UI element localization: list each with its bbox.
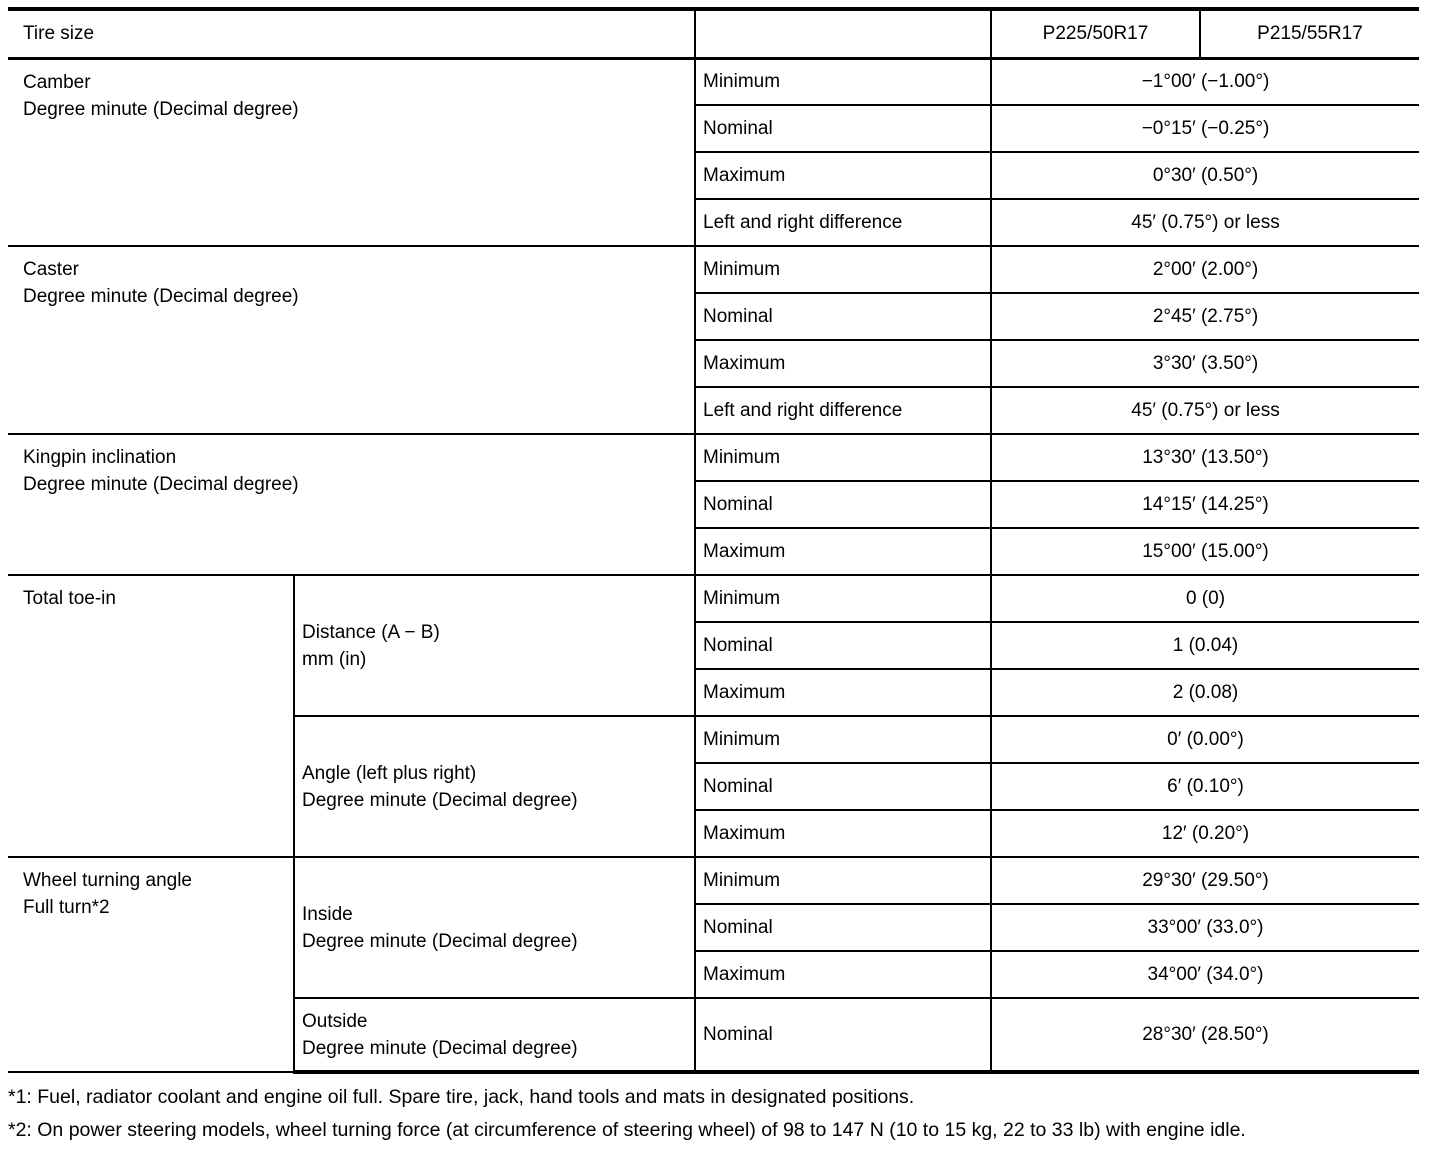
- caster-label-cell: [8, 246, 695, 434]
- camber-unit: Degree minute (Decimal degree): [23, 98, 299, 120]
- camber-label-cell: [8, 58, 695, 246]
- turning-outside-label: Outside: [302, 1010, 368, 1032]
- caster-minimum-value: 2°00′ (2.00°): [991, 246, 1419, 293]
- toe-distance-label-cell: [294, 575, 695, 716]
- turning-sublabel: Full turn*2: [23, 897, 110, 918]
- caster-nominal-label: Nominal: [695, 293, 991, 340]
- toe-in-label: Total toe-in: [8, 575, 294, 857]
- turning-inside-unit: Degree minute (Decimal degree): [302, 930, 578, 952]
- table-row: [8, 575, 1419, 622]
- table-row: [8, 58, 1419, 105]
- footnote-2: *2: On power steering models, wheel turning force (at circumference of steering wheel) of 98 to 147 N (10 to 15 kg, 22 to 33 lb) with engine idle.: [8, 1119, 1246, 1141]
- toe-angle-minimum-value: 0′ (0.00°): [991, 716, 1419, 763]
- camber-nominal-label: Nominal: [695, 105, 991, 152]
- turning-inside-minimum-value: 29°30′ (29.50°): [991, 857, 1419, 904]
- tire-size-label: Tire size: [8, 9, 695, 58]
- turning-inside-label-cell: [294, 857, 695, 998]
- camber-maximum-value: 0°30′ (0.50°): [991, 152, 1419, 199]
- caster-diff-value: 45′ (0.75°) or less: [991, 387, 1419, 434]
- toe-angle-maximum-value: 12′ (0.20°): [991, 810, 1419, 857]
- camber-minimum-label: Minimum: [695, 58, 991, 105]
- table-header-row: [8, 9, 1419, 58]
- kingpin-label-cell: [8, 434, 695, 575]
- toe-angle-unit: Degree minute (Decimal degree): [302, 789, 578, 811]
- header-blank-cell: [695, 9, 991, 58]
- caster-maximum-label: Maximum: [695, 340, 991, 387]
- turning-label: Wheel turning angle: [23, 870, 192, 891]
- toe-distance-nominal-value: 1 (0.04): [991, 622, 1419, 669]
- toe-distance-minimum-label: Minimum: [695, 575, 991, 622]
- turning-outside-label-cell: [294, 998, 695, 1072]
- camber-diff-label: Left and right difference: [695, 199, 991, 246]
- toe-distance-minimum-value: 0 (0): [991, 575, 1419, 622]
- camber-maximum-label: Maximum: [695, 152, 991, 199]
- footnote-1: *1: Fuel, radiator coolant and engine oil full. Spare tire, jack, hand tools and mats in designated positions.: [8, 1086, 915, 1108]
- toe-distance-maximum-label: Maximum: [695, 669, 991, 716]
- turning-inside-nominal-label: Nominal: [695, 904, 991, 951]
- kingpin-maximum-label: Maximum: [695, 528, 991, 575]
- toe-angle-maximum-label: Maximum: [695, 810, 991, 857]
- caster-diff-label: Left and right difference: [695, 387, 991, 434]
- camber-diff-value: 45′ (0.75°) or less: [991, 199, 1419, 246]
- turning-inside-maximum-label: Maximum: [695, 951, 991, 998]
- footnotes: [8, 1084, 1419, 1150]
- turning-inside-label: Inside: [302, 903, 353, 925]
- caster-unit: Degree minute (Decimal degree): [23, 286, 299, 307]
- caster-label: Caster: [23, 259, 79, 280]
- turning-outside-nominal-label: Nominal: [695, 998, 991, 1072]
- kingpin-minimum-label: Minimum: [695, 434, 991, 481]
- table-row: [8, 434, 1419, 481]
- caster-minimum-label: Minimum: [695, 246, 991, 293]
- camber-minimum-value: −1°00′ (−1.00°): [991, 58, 1419, 105]
- camber-nominal-value: −0°15′ (−0.25°): [991, 105, 1419, 152]
- turning-inside-maximum-value: 34°00′ (34.0°): [991, 951, 1419, 998]
- turning-inside-nominal-value: 33°00′ (33.0°): [991, 904, 1419, 951]
- wheel-alignment-spec-table: [8, 7, 1419, 1074]
- kingpin-unit: Degree minute (Decimal degree): [23, 474, 299, 495]
- kingpin-nominal-value: 14°15′ (14.25°): [991, 481, 1419, 528]
- toe-distance-label: Distance (A − B): [302, 621, 440, 643]
- caster-nominal-value: 2°45′ (2.75°): [991, 293, 1419, 340]
- tire-size-b: P215/55R17: [1200, 9, 1419, 58]
- toe-distance-maximum-value: 2 (0.08): [991, 669, 1419, 716]
- toe-angle-nominal-label: Nominal: [695, 763, 991, 810]
- turning-outside-nominal-value: 28°30′ (28.50°): [991, 998, 1419, 1072]
- toe-angle-minimum-label: Minimum: [695, 716, 991, 763]
- kingpin-label: Kingpin inclination: [23, 447, 177, 468]
- toe-angle-nominal-value: 6′ (0.10°): [991, 763, 1419, 810]
- toe-angle-label-cell: [294, 716, 695, 857]
- toe-distance-nominal-label: Nominal: [695, 622, 991, 669]
- caster-maximum-value: 3°30′ (3.50°): [991, 340, 1419, 387]
- toe-distance-unit: mm (in): [302, 648, 367, 670]
- camber-label: Camber: [23, 71, 91, 93]
- table-row: [8, 246, 1419, 293]
- toe-angle-label: Angle (left plus right): [302, 762, 477, 784]
- tire-size-a: P225/50R17: [991, 9, 1200, 58]
- kingpin-maximum-value: 15°00′ (15.00°): [991, 528, 1419, 575]
- kingpin-minimum-value: 13°30′ (13.50°): [991, 434, 1419, 481]
- turning-label-cell: [8, 857, 294, 1072]
- kingpin-nominal-label: Nominal: [695, 481, 991, 528]
- table-row: [8, 857, 1419, 904]
- turning-outside-unit: Degree minute (Decimal degree): [302, 1037, 578, 1059]
- turning-inside-minimum-label: Minimum: [695, 857, 991, 904]
